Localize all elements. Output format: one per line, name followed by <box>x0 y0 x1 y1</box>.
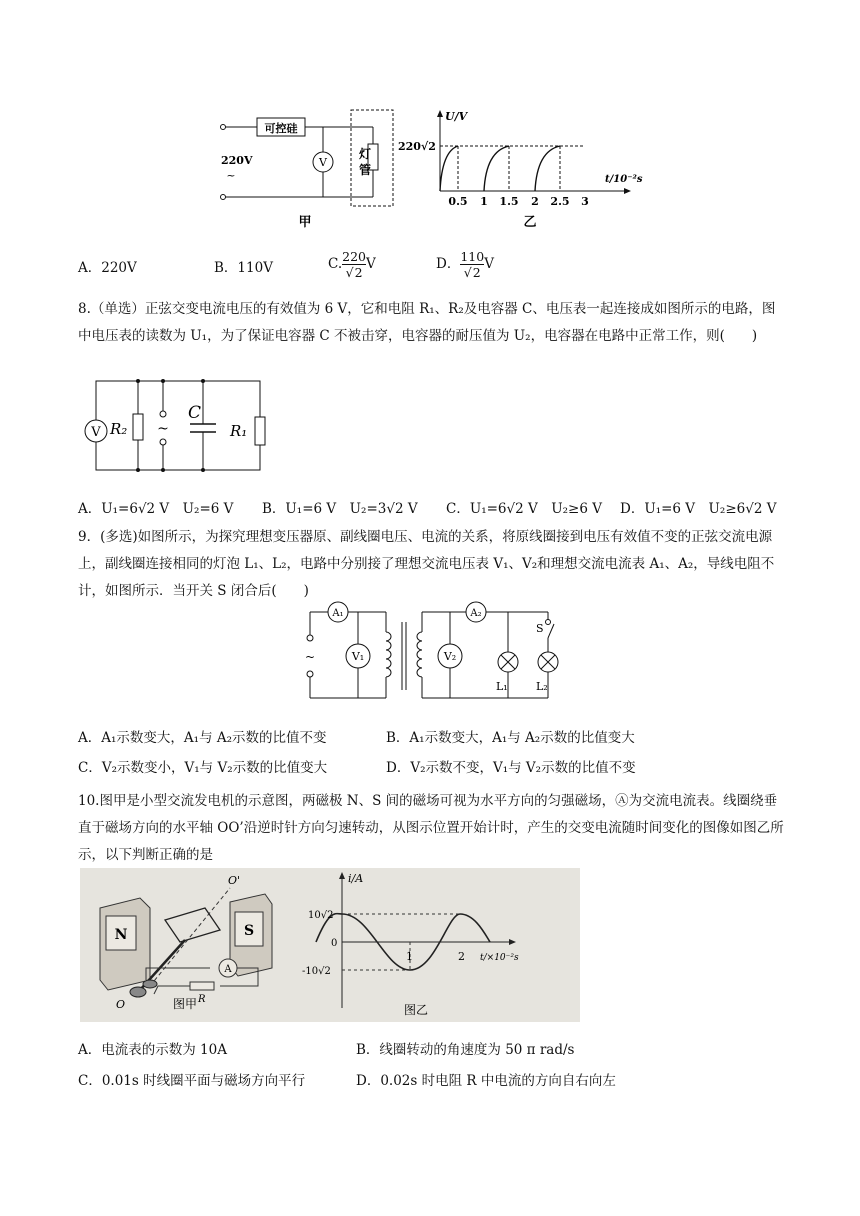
q8-r1-label: R₁ <box>230 422 248 440</box>
caption-tu-jia: 图甲 <box>172 997 198 1011</box>
q8-option-a[interactable]: A．U₁=6√2 V U₂=6 V <box>78 501 234 517</box>
q7-option-c[interactable]: C. $\frac{220}{√2}$ V <box>328 249 376 280</box>
voltmeter-label: V <box>319 156 327 169</box>
q10-option-b[interactable]: B．线圈转动的角速度为 50 π rad/s <box>356 1042 575 1058</box>
q9-s-label: S <box>536 622 544 635</box>
q10-option-c[interactable]: C．0.01s 时线圈平面与磁场方向平行 <box>78 1073 306 1089</box>
tick-3: 3 <box>581 195 589 208</box>
tick-1: 1 <box>480 195 488 208</box>
q9-option-a[interactable]: A．A₁示数变大，A₁与 A₂示数的比值不变 <box>78 730 327 746</box>
option-d-prefix: D． <box>436 256 461 272</box>
q8-option-b[interactable]: B．U₁=6 V U₂=3√2 V <box>262 501 418 517</box>
q8-capacitor-label: C <box>188 403 202 423</box>
caption-yi: 乙 <box>523 215 537 230</box>
q10-generator-figure <box>80 868 580 1022</box>
q7-option-d[interactable]: D． $\frac{110}{√2}$ V <box>436 249 494 280</box>
option-d-fraction: $\frac{110}{√2}$ <box>460 249 485 280</box>
tick-0.5: 0.5 <box>448 195 468 208</box>
q7-voltage-graph-yi <box>395 106 650 232</box>
q9-a1-label: A₁ <box>332 608 344 619</box>
q10-option-d[interactable]: D．0.02s 时电阻 R 中电流的方向自右向左 <box>356 1073 616 1089</box>
q8-option-d[interactable]: D．U₁=6 V U₂≥6√2 V <box>620 501 777 517</box>
caption-tu-yi: 图乙 <box>403 1003 429 1017</box>
q10-option-a[interactable]: A．电流表的示数为 10A <box>78 1042 227 1058</box>
q9-l2-label: L₂ <box>536 680 548 693</box>
origin-label: 0 <box>331 938 338 949</box>
q8-voltmeter-label: V <box>91 425 101 440</box>
caption-jia: 甲 <box>298 215 312 230</box>
q9-ac-symbol: ~ <box>304 650 316 664</box>
x-axis-label: t/10⁻²s <box>605 174 643 185</box>
ac-symbol: ~ <box>226 169 236 182</box>
tick-2.5: 2.5 <box>550 195 570 208</box>
resistor-r-label: R <box>198 994 206 1005</box>
q9-l1-label: L₁ <box>496 680 508 693</box>
t-axis-label: t/×10⁻²s <box>480 953 519 963</box>
q9-v2-label: V₂ <box>443 650 457 663</box>
y-axis-label: U/V <box>445 110 468 123</box>
q9-a2-label: A₂ <box>470 608 482 619</box>
thyristor-label: 可控硅 <box>264 122 298 135</box>
q9-v1-label: V₁ <box>351 650 365 663</box>
o-prime-label: O' <box>228 874 241 887</box>
q10-ammeter-label: A <box>224 964 232 975</box>
q8-circuit <box>78 374 278 478</box>
q10-stem: 10.图甲是小型交流发电机的示意图，两磁极 N、S 间的磁场可视为水平方向的匀强磁场，Ⓐ为交流电流表。线圈绕垂直于磁场方向的水平轴 OO’沿逆时针方向匀速转动，从图示位置开始计时，产生的交变电流随时间变化的图像如图乙所示，以下判断正确的是 <box>78 793 784 863</box>
peak-label: 220√2 <box>398 140 436 153</box>
source-voltage-label: 220V <box>221 154 253 167</box>
tick-1.5: 1.5 <box>499 195 519 208</box>
q9-option-b[interactable]: B．A₁示数变大，A₁与 A₂示数的比值变大 <box>386 730 635 746</box>
lamp-label-top: 灯 <box>359 147 372 161</box>
q8-r2-label: R₂ <box>110 420 128 438</box>
q8-stem: 8.（单选）正弦交变电流电压的有效值为 6 V，它和电阻 R₁、R₂及电容器 C、电压表一起连接成如图所示的电路，图中电压表的读数为 U₁，为了保证电容器 C 不被击穿，电容器的耐压值为 U₂，电容器在电路中正常工作，则( ) <box>78 301 776 344</box>
lamp-label-bottom: 管 <box>359 163 372 177</box>
q8-option-c[interactable]: C．U₁=6√2 V U₂≥6 V <box>446 501 602 517</box>
q9-stem: 9．(多选)如图所示，为探究理想变压器原、副线圈电压、电流的关系，将原线圈接到电压有效值不变的正弦交流电源上，副线圈连接相同的灯泡 L₁、L₂，电路中分别接了理想交流电压表 V₁、V₂和理想交流电流表 A₁、A₂，导线电阻不计，如图所示．当开关 S 闭合后( ) <box>78 529 775 599</box>
tick-2: 2 <box>531 195 539 208</box>
option-c-fraction: $\frac{220}{√2}$ <box>342 249 366 280</box>
n-pole-label: N <box>114 927 128 943</box>
q8-ac-symbol: ~ <box>157 421 169 437</box>
option-c-prefix: C. <box>328 256 343 272</box>
q7-option-b[interactable]: B．110V <box>214 260 273 276</box>
o-label: O <box>116 998 126 1011</box>
peak-10sqrt2-label: 10√2 <box>308 910 334 921</box>
q7-option-a[interactable]: A．220V <box>78 260 137 276</box>
q7-circuit-jia <box>215 108 405 232</box>
tick-1-label: 1 <box>406 950 413 963</box>
trough-label: -10√2 <box>302 966 331 977</box>
q9-transformer-circuit <box>298 600 570 710</box>
s-pole-label: S <box>243 923 255 939</box>
q9-option-c[interactable]: C．V₂示数变小，V₁与 V₂示数的比值变大 <box>78 760 328 776</box>
tick-2-label: 2 <box>458 950 465 963</box>
q9-option-d[interactable]: D．V₂示数不变，V₁与 V₂示数的比值不变 <box>386 760 636 776</box>
i-axis-label: i/A <box>348 872 364 885</box>
